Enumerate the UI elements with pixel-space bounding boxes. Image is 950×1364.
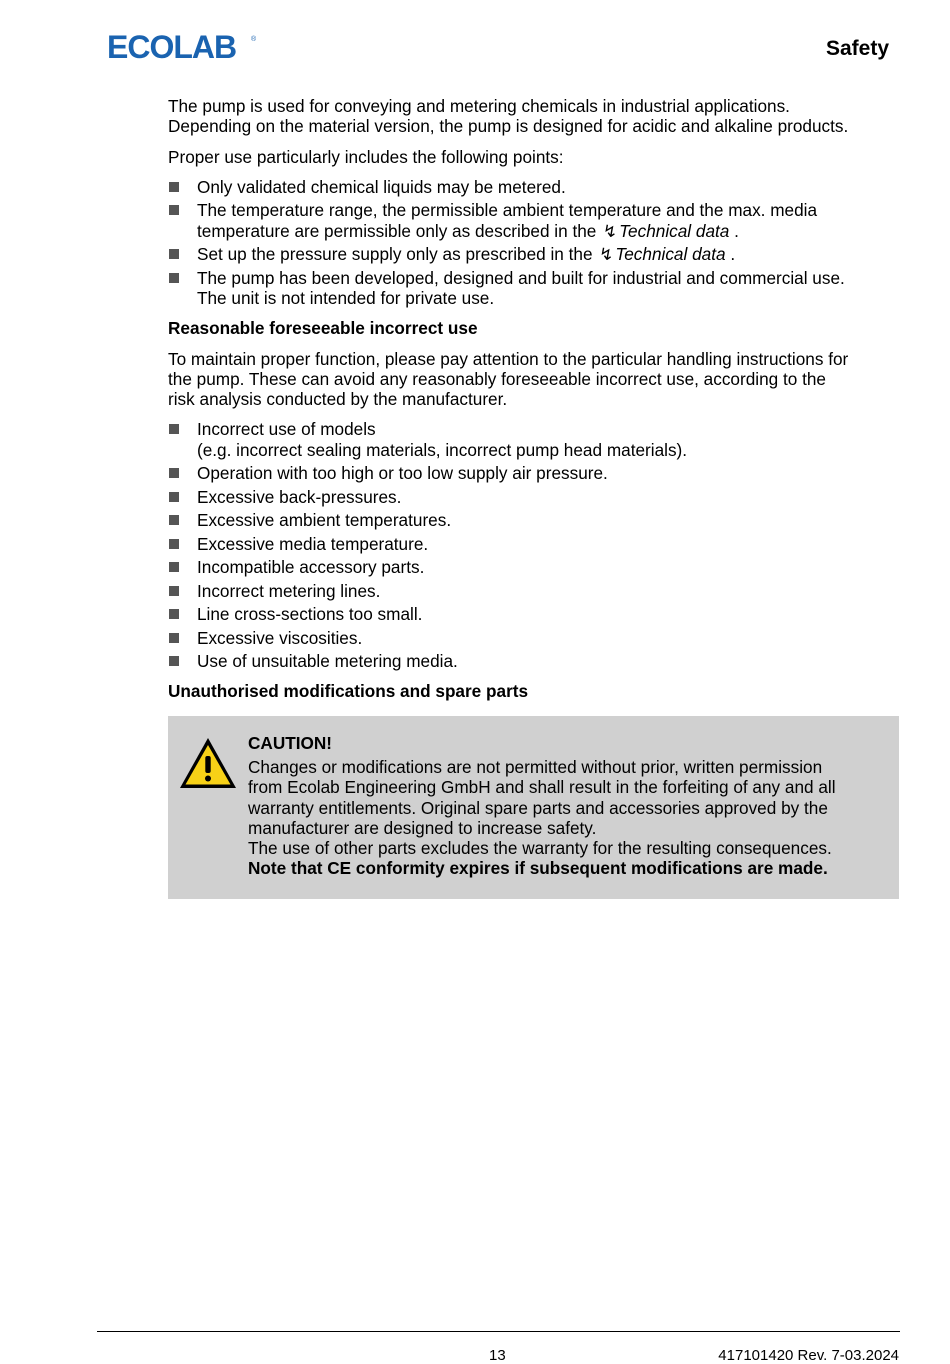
- list-item: Incorrect use of models (e.g. incorrect sealing materials, incorrect pump head materials).: [168, 419, 900, 460]
- list-item: Incompatible accessory parts.: [168, 557, 900, 577]
- warning-triangle-icon: [178, 736, 238, 790]
- page-number: 13: [489, 1347, 506, 1364]
- section-title: Safety: [825, 37, 889, 60]
- svg-text:ECOLAB: ECOLAB: [107, 31, 237, 61]
- technical-data-link[interactable]: Technical data: [615, 244, 726, 265]
- list-item: Excessive ambient temperatures.: [168, 510, 900, 530]
- list-item: Operation with too high or too low supply air pressure.: [168, 463, 900, 483]
- caution-title: CAUTION!: [248, 732, 333, 753]
- list-item: Line cross-sections too small.: [168, 604, 900, 624]
- ecolab-logo: [107, 31, 257, 61]
- cross-reference-icon: ↯: [602, 220, 618, 241]
- modifications-heading: Unauthorised modifications and spare parts: [168, 681, 529, 702]
- list-item: Excessive back-pressures.: [168, 487, 900, 507]
- svg-text:®: ®: [251, 36, 257, 43]
- list-item: Set up the pressure supply only as prescribed in the ↯ Technical data .: [168, 244, 900, 264]
- intro-paragraph: The pump is used for conveying and metering chemicals in industrial applications. Depending on the material version, the pump is designed for acidic and alkaline products.: [168, 96, 849, 137]
- incorrect-use-paragraph: To maintain proper function, please pay attention to the particular handling instructions for the pump. These can avoid any reasonably foreseeable incorrect use, according to the risk analysis conducted by the manufacturer.: [168, 348, 849, 410]
- list-item: Incorrect metering lines.: [168, 581, 900, 601]
- incorrect-use-list: [168, 419, 900, 671]
- list-item: Only validated chemical liquids may be metered.: [168, 177, 900, 197]
- list-item: Excessive media temperature.: [168, 534, 900, 554]
- caution-box: [168, 716, 899, 899]
- page-content: [168, 96, 900, 899]
- list-item: Excessive viscosities.: [168, 628, 900, 648]
- list-item: Use of unsuitable metering media.: [168, 651, 900, 671]
- caution-text: Changes or modifications are not permitted without prior, written permission from Ecolab Engineering GmbH and shall result in the forfeiting of any and all warranty entitlements. Original spare parts and accessories approved by the manufacturer are designed to increase safety. The use of other parts excludes the warranty for the resulting consequences. Note that CE conformity expires if subsequent modifications are made.: [248, 756, 836, 879]
- list-item: The temperature range, the permissible ambient temperature and the max. media temperature are permissible only as described in the ↯ Technical data .: [168, 200, 900, 241]
- list-item: The pump has been developed, designed and built for industrial and commercial use. The unit is not intended for private use.: [168, 268, 900, 309]
- document-id: 417101420 Rev. 7-03.2024: [718, 1347, 899, 1364]
- proper-use-intro: Proper use particularly includes the following points:: [168, 146, 564, 167]
- proper-use-list: [168, 177, 900, 308]
- technical-data-link[interactable]: Technical data: [619, 220, 730, 241]
- cross-reference-icon: ↯: [599, 244, 614, 265]
- footer-divider: [97, 1331, 900, 1332]
- incorrect-use-heading: Reasonable foreseeable incorrect use: [168, 318, 478, 339]
